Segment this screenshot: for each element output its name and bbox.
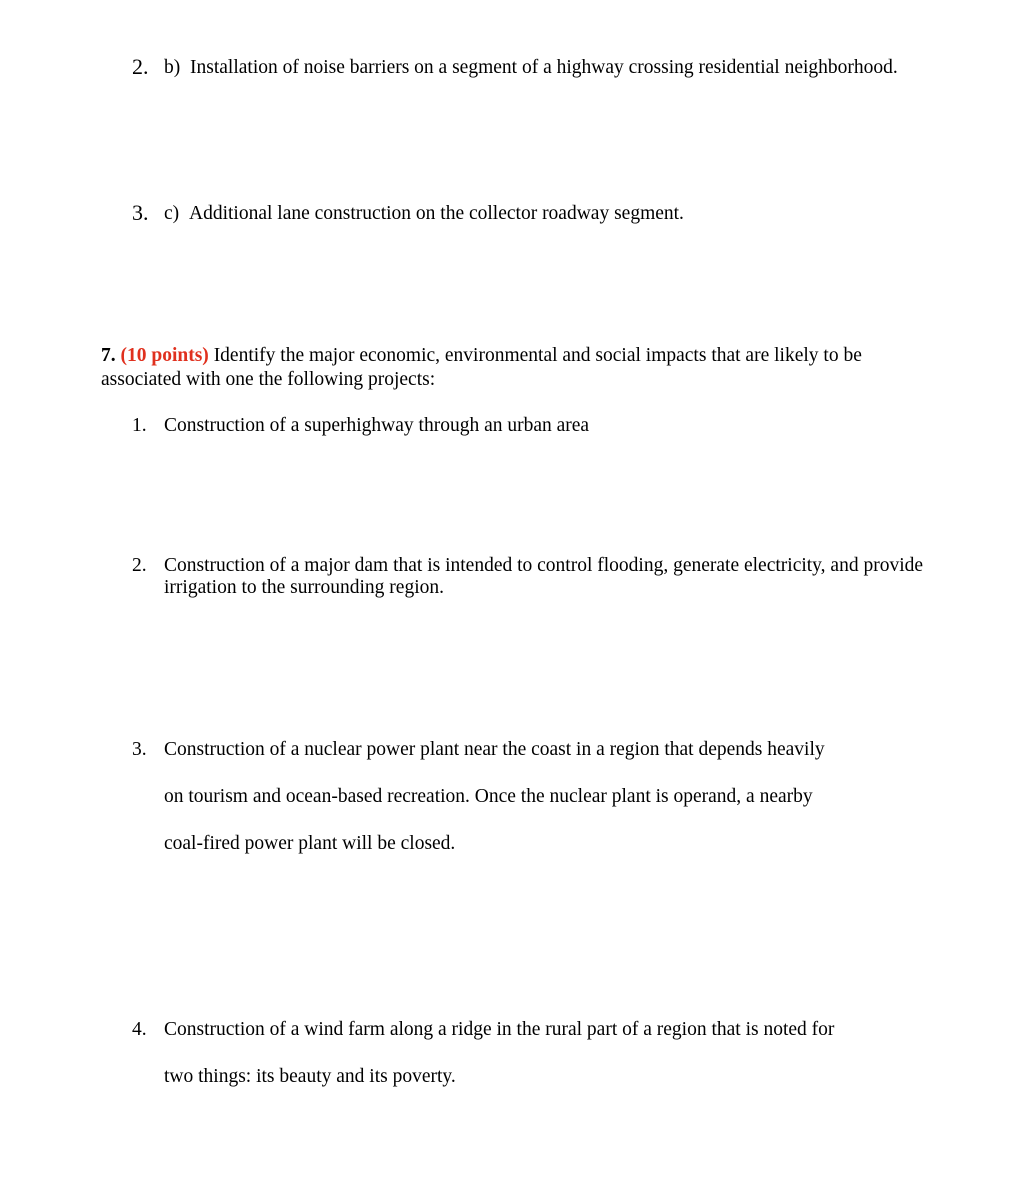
item-text: Installation of noise barriers on a segment of a highway crossing residential neighborhood.: [190, 57, 898, 78]
item-text: two things: its beauty and its poverty.: [164, 1066, 456, 1087]
prompt-text-line-2: associated with one the following projects:: [101, 369, 436, 390]
item-number: 4.: [132, 1019, 147, 1040]
points-label: (10 points): [120, 345, 209, 366]
item-letter: b): [164, 57, 181, 78]
item-number: 3.: [132, 200, 149, 225]
item-text: Construction of a nuclear power plant near the coast in a region that depends heavily: [164, 739, 825, 760]
question-number: 7.: [101, 345, 116, 366]
item-text: Construction of a superhighway through an urban area: [164, 415, 590, 436]
item-number: 1.: [132, 415, 147, 436]
item-text: coal-fired power plant will be closed.: [164, 833, 456, 854]
item-text: irrigation to the surrounding region.: [164, 577, 444, 598]
question-7-prompt: [101, 345, 862, 367]
item-text: Construction of a major dam that is intended to control flooding, generate electricity, and provide: [164, 555, 924, 576]
item-number: 2.: [132, 555, 147, 576]
item-text: Construction of a wind farm along a ridge in the rural part of a region that is noted for: [164, 1019, 835, 1040]
prompt-text-line-1: Identify the major economic, environmental and social impacts that are likely to be: [213, 345, 862, 366]
item-number: 3.: [132, 739, 147, 760]
item-text: Additional lane construction on the collector roadway segment.: [189, 203, 684, 224]
item-number: 2.: [132, 54, 149, 79]
item-text: on tourism and ocean-based recreation. Once the nuclear plant is operand, a nearby: [164, 786, 813, 807]
item-letter: c): [164, 203, 180, 224]
